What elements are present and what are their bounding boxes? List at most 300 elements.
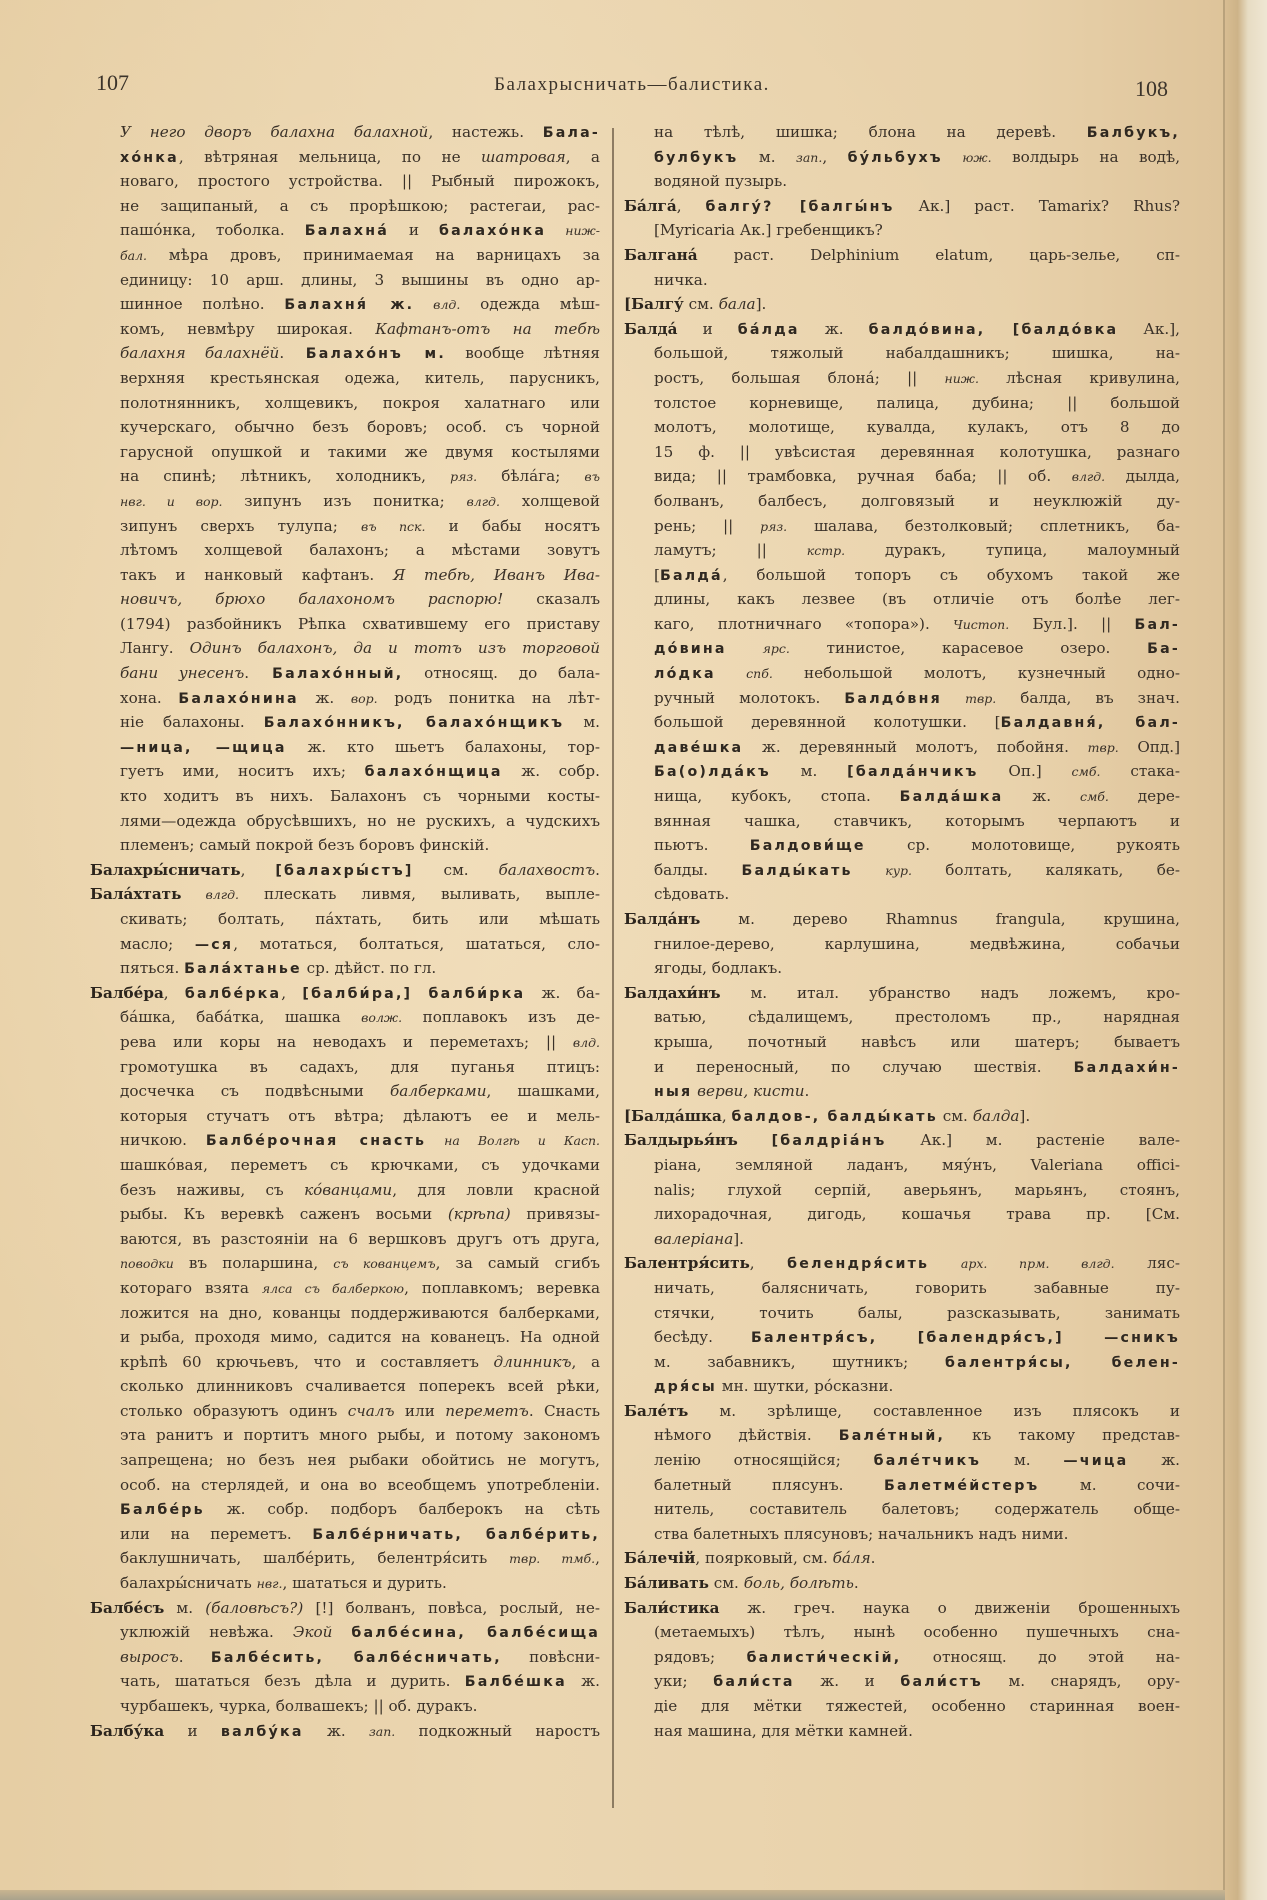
definition-text: ж. кто шьетъ балахоны, тор-	[286, 737, 600, 756]
italic-note: вор.	[350, 690, 378, 706]
definition-text: новаго, простого устройства. || Рыбный пирожокъ,	[120, 172, 600, 191]
text-line	[624, 956, 1180, 981]
definition-text: , вѣтряная мельница, по не	[178, 147, 482, 166]
page-header	[96, 64, 1168, 104]
derived-form: булбукъ	[654, 149, 739, 166]
text-line	[624, 415, 1180, 440]
definition-text: на спинѣ; лѣтникъ, холодникъ,	[120, 467, 451, 486]
definition-text: , а	[571, 1352, 601, 1371]
text-line	[624, 1497, 1180, 1522]
definition-text: м.	[981, 1451, 1064, 1470]
definition-text: ср. молотовище, рукоять	[865, 836, 1180, 855]
text-line	[90, 391, 600, 416]
text-line	[624, 1030, 1180, 1055]
derived-form: —ся	[194, 936, 234, 953]
definition-text: уки;	[654, 1672, 714, 1691]
text-line	[90, 1374, 600, 1399]
definition-text: мн. шутки, ро́сказни.	[716, 1377, 894, 1396]
derived-form: Бала́хтанье	[184, 961, 302, 978]
definition-text: верхняя крестьянская одежа, китель, парусникъ,	[120, 368, 600, 387]
derived-form: Балда́	[659, 567, 723, 584]
definition-text: ,	[281, 983, 303, 1002]
derived-form: Балдо́вня	[844, 690, 942, 707]
text-line	[624, 1399, 1180, 1424]
definition-text: крыша, почотный навѣсъ или шатеръ; бываетъ	[654, 1032, 1180, 1051]
text-line	[624, 981, 1180, 1006]
derived-form: балбе́рка	[184, 985, 282, 1002]
definition-text: м. забавникъ, шутникъ;	[654, 1352, 945, 1371]
text-line	[624, 366, 1180, 391]
running-title: Балахрысничать—балистика.	[494, 74, 770, 95]
italic-note: ба́ля	[832, 1549, 871, 1568]
text-line	[624, 1301, 1180, 1326]
text-line	[90, 1669, 600, 1694]
definition-text: относящ. до бала-	[403, 664, 601, 683]
derived-form: Балдавня́, бал-	[1000, 715, 1180, 732]
derived-form: белендря́сить	[787, 1256, 930, 1273]
definition-text: (1794) разбойникъ Рѣпка схватившему его приставу	[120, 614, 600, 633]
definition-text: повѣсни-	[501, 1647, 600, 1666]
italic-note: балахвостъ	[498, 860, 596, 879]
derived-form: ба́лда	[737, 321, 800, 338]
definition-text: вянная чашка, ставчикъ, которымъ черпаютъ и	[654, 811, 1180, 830]
derived-form: балдов-, балды́кать	[731, 1108, 938, 1125]
definition-text: волдырь на водѣ,	[991, 147, 1181, 166]
definition-text: діе для мётки тяжестей, особенно старинная воен-	[654, 1697, 1180, 1715]
text-line	[90, 907, 600, 932]
italic-note: бал.	[120, 247, 148, 263]
definition-text: водяной пузырь.	[654, 172, 788, 191]
right-column	[614, 120, 1180, 1743]
definition-text: досчечка съ подвѣсными	[120, 1082, 390, 1101]
definition-text: .	[244, 664, 250, 683]
text-line	[90, 1104, 600, 1129]
text-line	[90, 636, 600, 661]
italic-note: арх. прм. влгд.	[929, 1256, 1115, 1272]
text-line	[90, 243, 600, 268]
italic-note: съ кованцемъ	[333, 1256, 436, 1272]
definition-text: Ак.] раст. Tamarix? Rhus?	[894, 196, 1181, 215]
definition-text: ,	[749, 1254, 788, 1273]
italic-note: юж.	[942, 149, 992, 165]
definition-text: .	[279, 344, 285, 363]
definition-text: крѣпѣ 60 крючьевъ, что и составляетъ	[120, 1352, 494, 1371]
definition-text: см.	[683, 295, 719, 314]
definition-text: въ поларшина,	[173, 1254, 334, 1273]
text-line	[624, 1276, 1180, 1301]
definition-text: м. сочи-	[1039, 1475, 1180, 1494]
text-line	[624, 243, 1180, 268]
text-line	[624, 317, 1180, 342]
text-line	[90, 833, 600, 858]
definition-text: болванъ, балбесъ, долговязый и неуклюжій ду-	[654, 491, 1180, 510]
italic-note: боль, болѣть	[743, 1574, 854, 1593]
definition-text: лями—одежда обрусѣвшихъ, но не рускихъ, а чудскихъ	[120, 811, 600, 830]
definition-text: , большой топоръ съ обухомъ такой же	[722, 565, 1180, 584]
definition-text: которыя стучатъ отъ вѣтра; дѣлаютъ ее и мель-	[120, 1106, 600, 1125]
text-line	[624, 194, 1180, 219]
text-line	[90, 366, 600, 391]
text-line	[90, 440, 600, 465]
derived-form: [балда́нчикъ	[847, 764, 979, 781]
italic-note: влгд.	[1071, 469, 1106, 485]
definition-text: ,	[676, 196, 706, 215]
definition-text: масло;	[120, 934, 195, 953]
text-line	[624, 661, 1180, 686]
definition-text: дере-	[1108, 787, 1180, 806]
derived-form: [балби́ра,]	[302, 985, 413, 1002]
italic-note: верви, кисти	[697, 1082, 805, 1101]
definition-text: чать, шататься безъ дѣла и дурить.	[120, 1672, 465, 1691]
definition-text: большой, тяжолый набалдашникъ; шишка, на-	[654, 344, 1180, 363]
definition-text: м.	[770, 762, 848, 781]
text-line	[624, 784, 1180, 809]
italic-note: ниж-	[546, 223, 600, 239]
italic-note: твр.	[1087, 739, 1119, 755]
text-line	[624, 612, 1180, 637]
text-line	[624, 1104, 1180, 1129]
definition-text: ба́шка, баба́тка, шашка	[120, 1008, 362, 1027]
italic-note: балберками	[390, 1082, 487, 1101]
definition-text: , поплавкомъ; веревка	[404, 1278, 600, 1297]
text-line	[90, 612, 600, 637]
definition-text: рева или коры на неводахъ и переметахъ; ||	[120, 1032, 573, 1051]
italic-note: Я тебѣ, Иванъ Ива-	[393, 565, 601, 584]
definition-text: вообще лѣтняя	[445, 344, 601, 363]
italic-note: поводки	[120, 1256, 174, 1272]
text-line	[90, 1079, 600, 1104]
text-line	[624, 1719, 1180, 1744]
definition-text: ,	[595, 1549, 600, 1568]
italic-note: Экой	[292, 1623, 333, 1642]
definition-text: большой деревянной колотушки. [	[654, 713, 1001, 732]
definition-text: рень; ||	[654, 516, 761, 535]
italic-note: (баловѣсъ?)	[205, 1598, 304, 1617]
definition-text	[412, 984, 428, 1002]
italic-note: влгд.	[181, 887, 239, 903]
definition-text: лихорадочная, дигодь, кошачья трава пр. [См.	[654, 1205, 1180, 1224]
derived-form: ныя	[654, 1084, 693, 1101]
text-line	[624, 1546, 1180, 1571]
italic-note: (крѣпа)	[447, 1205, 511, 1224]
text-line	[90, 145, 600, 170]
derived-form: Балда́шка	[899, 789, 1004, 806]
definition-text: м. итал. убранство надъ ложемъ, кро-	[720, 983, 1180, 1002]
definition-text: гарусной опушкой и такими же двумя костылями	[120, 442, 600, 461]
text-line	[624, 1251, 1180, 1276]
derived-form: Балахо́нина	[178, 690, 299, 707]
definition-text: балахры́сничать	[120, 1574, 257, 1593]
definition-text: ростъ, большая блона́; ||	[654, 368, 945, 387]
text-line	[90, 218, 600, 243]
text-line	[624, 1055, 1180, 1080]
definition-text: привязы-	[510, 1205, 600, 1224]
headword: Ба́лга́	[624, 196, 677, 215]
definition-text: м. снарядъ, ору-	[982, 1672, 1181, 1691]
definition-text: 15 ф. || увѣсистая деревянная колотушка, разнаго	[654, 442, 1180, 461]
definition-text: балда, въ знач.	[996, 688, 1181, 707]
definition-text: Оп.]	[978, 762, 1072, 781]
definition-text: хона.	[120, 688, 179, 707]
definition-text: ничать, балясничать, говорить забавные пу-	[654, 1278, 1180, 1297]
definition-text: нища, кубокъ, стопа.	[654, 787, 900, 806]
definition-text: такъ и нанковый кафтанъ.	[120, 565, 394, 584]
derived-form: Бал-	[1134, 616, 1180, 633]
definition-text: на тѣлѣ, шишка; блона на деревѣ.	[654, 123, 1087, 141]
text-line	[90, 587, 600, 612]
italic-note: валеріана	[654, 1229, 734, 1248]
definition-text: см.	[708, 1574, 744, 1593]
italic-note: переметъ	[445, 1401, 529, 1420]
italic-note: длинникъ	[493, 1352, 572, 1371]
definition-text: безъ наживы, съ	[120, 1180, 305, 1199]
italic-note: смб.	[1079, 789, 1109, 805]
text-line	[90, 1202, 600, 1227]
text-line	[90, 1448, 600, 1473]
text-line	[624, 1374, 1180, 1399]
definition-text: подкожный наростъ	[395, 1721, 601, 1740]
definition-text: шалава, безтолковый; сплетникъ, ба-	[787, 516, 1181, 535]
definition-text: плескать ливмя, выливать, выпле-	[238, 885, 600, 904]
definition-text: и бабы носятъ	[425, 516, 600, 535]
headword: Бали́стика	[624, 1598, 720, 1617]
text-line	[90, 464, 600, 489]
definition-text: ж. и	[794, 1672, 901, 1691]
definition-text: особ. на стерлядей, и она во всеобщемъ употребленіи.	[120, 1475, 600, 1494]
text-line	[624, 1669, 1180, 1694]
italic-note: твр. тмб.	[509, 1551, 596, 1567]
definition-text: ватью, сѣдалищемъ, престоломъ пр., нарядная	[654, 1008, 1180, 1027]
headword: Балгана́	[624, 245, 698, 264]
definition-text: и рыба, проходя мимо, садится на кованецъ. На одной	[120, 1328, 600, 1347]
definition-text: пашо́нка, тоболка.	[120, 221, 305, 240]
definition-text: холщевой	[499, 491, 601, 510]
headword: Балбу́ка	[90, 1721, 165, 1740]
derived-form: —ница, —щица	[120, 739, 287, 756]
text-line	[90, 194, 600, 219]
definition-text: дылда,	[1105, 467, 1180, 486]
definition-text: .	[853, 1574, 859, 1593]
definition-text: ляс-	[1114, 1254, 1180, 1273]
text-line	[624, 1423, 1180, 1448]
definition-text: ягоды, бодлакъ.	[654, 959, 783, 978]
definition-text: длины, какъ лезвее (въ отличіе отъ болѣе лег-	[654, 590, 1180, 609]
text-line	[624, 514, 1180, 539]
definition-text: Лангу.	[120, 639, 190, 658]
definition-text: , шататься и дурить.	[282, 1574, 447, 1593]
definition-text: каго, плотничнаго «топора»).	[654, 614, 954, 633]
italic-note: шатровая	[481, 147, 566, 166]
definition-text: нитель, составитель балетовъ; содержатель обще-	[654, 1500, 1180, 1519]
italic-note: влгд.	[466, 493, 500, 509]
text-line	[624, 169, 1180, 194]
definition-text: или	[394, 1401, 446, 1420]
derived-form: бу́льбухъ	[847, 149, 943, 166]
text-line	[90, 1325, 600, 1350]
italic-note: балахня балахнёй	[120, 344, 280, 363]
derived-form: Балбе́рь	[120, 1502, 205, 1519]
italic-note: на Волгѣ и Касп.	[426, 1133, 600, 1149]
text-line	[624, 1005, 1180, 1030]
text-line	[90, 1030, 600, 1055]
text-line	[624, 1473, 1180, 1498]
headword: Ба́ливать	[624, 1574, 709, 1593]
definition-text: или на переметъ.	[120, 1524, 313, 1543]
derived-form: до́вина	[654, 641, 727, 658]
definition-text: тинистое, карасевое озеро.	[789, 639, 1148, 658]
text-line	[624, 587, 1180, 612]
derived-form: Балетме́йстеръ	[883, 1477, 1040, 1494]
definition-text: ,	[822, 147, 848, 166]
italic-note: волж.	[361, 1010, 403, 1026]
text-line	[90, 1620, 600, 1645]
definition-text: лѣсная кривулина,	[978, 368, 1180, 387]
italic-note: влд.	[414, 297, 461, 313]
definition-text: одежда мѣш-	[460, 295, 600, 314]
definition-text: м. зрѣлище, составленное изъ плясокъ и	[688, 1401, 1180, 1420]
text-line	[624, 1620, 1180, 1645]
text-line	[90, 489, 600, 514]
definition-text: гуетъ ими, носитъ ихъ;	[120, 762, 365, 781]
definition-text: баклушничать, шалбе́рить, белентря́сить	[120, 1549, 510, 1568]
definition-text: [!] болванъ, повѣса, рослый, не-	[303, 1598, 600, 1617]
derived-form: балентря́сы, белен-	[944, 1354, 1181, 1371]
text-line	[624, 759, 1180, 784]
text-line	[90, 120, 600, 145]
definition-text: комъ, невмѣру широкая.	[120, 319, 376, 338]
definition-text: м.	[164, 1598, 206, 1617]
derived-form: балдо́вина, [балдо́вка	[868, 321, 1119, 338]
definition-text: балетный плясунъ.	[654, 1475, 884, 1494]
definition-text	[738, 1131, 772, 1149]
italic-note: ряз.	[760, 518, 788, 534]
text-line	[90, 1350, 600, 1375]
text-line	[90, 1153, 600, 1178]
italic-note: выросъ	[120, 1647, 179, 1666]
italic-note: ярс.	[726, 641, 790, 657]
headword: Балдахи́нъ	[624, 983, 721, 1002]
derived-form: бали́стъ	[900, 1674, 983, 1691]
italic-note: зап.	[796, 149, 823, 165]
definition-text: ніе балахоны.	[120, 713, 264, 732]
derived-form: Балдови́ще	[749, 838, 866, 855]
definition-text: толстое корневище, палица, дубина; || большой	[654, 393, 1180, 412]
definition-text: , мотаться, болтаться, шататься, сло-	[233, 934, 600, 953]
derived-form: бале́тчикъ	[873, 1453, 982, 1470]
definition-text: [Myricaria Ак.] гребенщикъ?	[654, 221, 883, 240]
definition-text: стака-	[1100, 762, 1180, 781]
text-line	[624, 809, 1180, 834]
italic-note: кстр.	[806, 543, 846, 559]
text-line	[624, 1694, 1180, 1719]
definition-text: . Снасть	[528, 1401, 600, 1420]
text-line	[624, 1350, 1180, 1375]
italic-note: ниж.	[944, 370, 979, 386]
text-line	[624, 858, 1180, 883]
italic-note: влд.	[572, 1034, 600, 1050]
headword: Бале́тъ	[624, 1401, 689, 1420]
derived-form: балгу́? [балгы́нъ	[705, 198, 895, 215]
definition-text: ж.	[799, 319, 869, 338]
text-line	[624, 686, 1180, 711]
definition-text: и	[677, 319, 738, 338]
definition-text: см.	[413, 860, 499, 879]
definition-text: рыбы. Къ веревкѣ саженъ восьми	[120, 1205, 448, 1224]
italic-note: балда	[972, 1106, 1020, 1125]
text-line	[624, 489, 1180, 514]
definition-text: ленію относящійся;	[654, 1451, 874, 1470]
definition-text: ].	[733, 1229, 745, 1248]
definition-text: ная машина, для мётки камней.	[654, 1721, 914, 1740]
page-edge	[1223, 0, 1267, 1900]
definition-text: зипунъ сверхъ тулупа;	[120, 516, 362, 535]
definition-text: вида; || трамбовка, ручная баба; || об.	[654, 467, 1072, 486]
derived-form: балахо́нка	[439, 223, 547, 240]
text-line	[624, 1596, 1180, 1621]
definition-text: ж. ба-	[525, 983, 600, 1002]
italic-note: бала	[718, 295, 756, 314]
text-line	[624, 292, 1180, 317]
definition-text: сколько длинниковъ счаливается поперекъ всей рѣки,	[120, 1377, 600, 1396]
headword: Балдырья́нъ	[624, 1131, 738, 1150]
italic-note: въ	[584, 469, 600, 485]
text-line	[624, 1448, 1180, 1473]
text-line	[90, 1719, 600, 1744]
definition-text: ж.	[1128, 1451, 1180, 1470]
headword: [Балгу́	[624, 295, 684, 314]
definition-text: ж. собр.	[502, 762, 600, 781]
definition-text: .	[870, 1549, 876, 1568]
text-line	[90, 759, 600, 784]
page-bottom-edge	[0, 1890, 1225, 1900]
text-line	[624, 563, 1180, 588]
definition-text: ,	[721, 1106, 732, 1125]
definition-text: и переносный, по случаю шествія.	[654, 1057, 1074, 1076]
definition-text: нѣмого дѣйствія.	[654, 1426, 839, 1445]
text-line	[624, 268, 1180, 293]
definition-text: ср. дѣйст. по гл.	[301, 959, 437, 978]
derived-form: Балахо́нный,	[249, 666, 404, 683]
definition-text: ламутъ; ||	[654, 541, 807, 560]
definition-text: раст. Delphinium elatum, царь-зелье, сп-	[697, 245, 1180, 264]
definition-text: и	[388, 221, 440, 240]
derived-form: Балахо́нникъ, балахо́нщикъ	[263, 715, 565, 732]
derived-form: даве́шка	[654, 739, 744, 756]
definition-text: лѣтомъ холщевой балахонъ; а мѣстами зовутъ	[120, 541, 600, 560]
definition-text: бѣла́га;	[477, 467, 585, 486]
italic-note: ялса съ балберкою	[261, 1280, 405, 1296]
definition-text: м.	[564, 713, 601, 732]
italic-note: въ пск.	[361, 518, 426, 534]
derived-form: Балахо́нъ м.	[284, 346, 446, 363]
derived-form: [балдріа́нъ	[771, 1133, 887, 1150]
italic-note: счалъ	[347, 1401, 395, 1420]
text-line	[624, 882, 1180, 907]
page-number-left: 107	[96, 70, 129, 95]
definition-text: родъ понитка на лѣт-	[377, 688, 600, 707]
text-line	[90, 268, 600, 293]
definition-text: [	[654, 565, 660, 584]
text-line	[90, 981, 600, 1006]
text-line	[90, 1055, 600, 1080]
definition-text: , для ловли красной	[392, 1180, 600, 1199]
headword: Балда́	[624, 319, 678, 338]
derived-form: валбу́ка	[220, 1723, 304, 1740]
derived-form: Балбе́рочная снасть	[205, 1133, 427, 1150]
text-line	[624, 1202, 1180, 1227]
italic-note: Кафтанъ-отъ на тебѣ	[375, 319, 600, 338]
definition-text: ].	[1019, 1106, 1031, 1125]
